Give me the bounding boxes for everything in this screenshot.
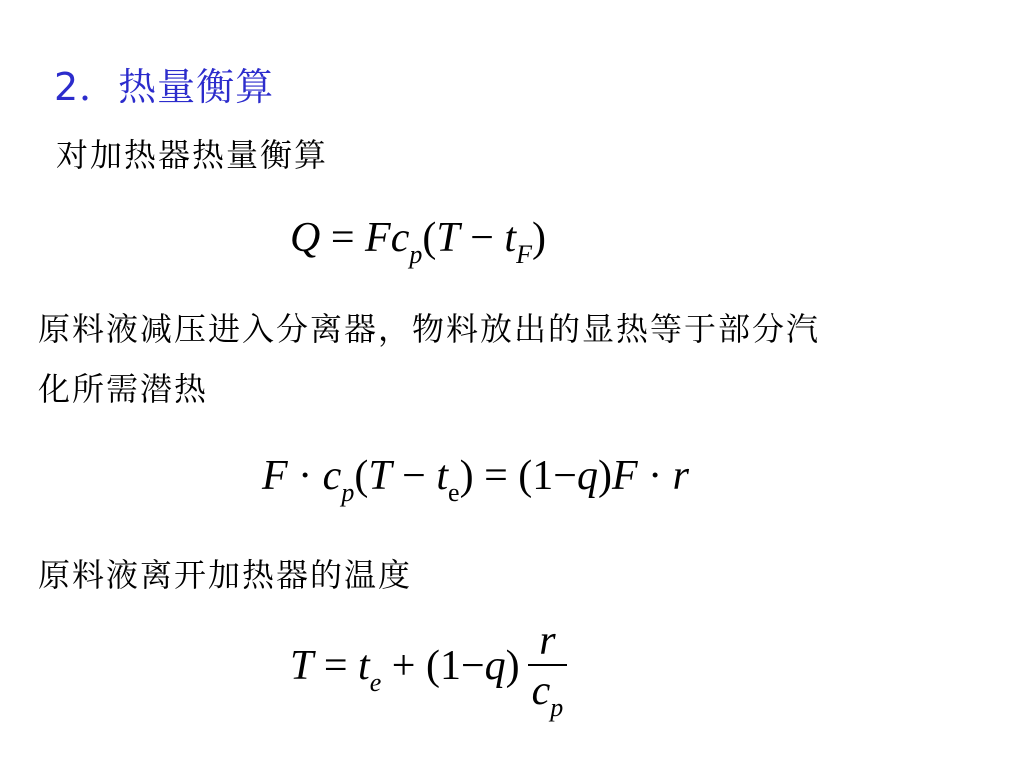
eq2-minus2: − [553, 453, 577, 499]
eq1-c: c [390, 215, 410, 261]
section-heading: 2．热量衡算 [54, 65, 275, 109]
eq3-sub-e: e [369, 668, 382, 698]
eq2-close2: ) [597, 453, 612, 499]
text-heater-balance: 对加热器热量衡算 [56, 136, 329, 174]
eq3-den-c: c [531, 668, 551, 714]
eq1-equals: = [320, 215, 366, 261]
text-flash-line1: 原料液减压进入分离器，物料放出的显热等于部分汽 [38, 310, 821, 348]
eq3-numerator: r [539, 618, 556, 664]
eq1-t: t [504, 215, 517, 261]
eq1-T: T [436, 215, 460, 261]
eq2-one: (1 [518, 453, 554, 499]
eq1-F: F [365, 215, 391, 261]
eq2-sub-p: p [341, 478, 355, 507]
eq3-close: ) [505, 643, 520, 690]
eq2-minus: − [391, 453, 437, 499]
eq1-minus: − [459, 215, 505, 261]
text-exit-temperature: 原料液离开加热器的温度 [38, 556, 413, 594]
eq3-den-sub-p: p [550, 693, 564, 722]
equation-heater-balance [290, 214, 546, 269]
eq2-T: T [368, 453, 392, 499]
eq2-F2: F [611, 453, 638, 499]
eq3-denominator [528, 666, 568, 721]
eq2-close-paren: ) [459, 453, 474, 499]
eq3-T: T [290, 643, 314, 690]
eq1-close-paren: ) [531, 215, 546, 261]
eq3-plus: + [381, 643, 426, 690]
eq2-dot2: · [637, 453, 673, 499]
eq1-sub-p: p [409, 240, 423, 269]
eq2-r: r [672, 453, 689, 499]
eq1-open-paren: ( [422, 215, 437, 261]
eq1-sub-F: F [516, 240, 532, 269]
eq3-t: t [358, 643, 370, 690]
eq3-minus: − [460, 643, 485, 690]
eq3-q: q [484, 643, 506, 690]
eq2-open-paren: ( [354, 453, 369, 499]
equation-flash-balance [262, 452, 689, 507]
eq2-c: c [322, 453, 342, 499]
equation-exit-temperature [290, 618, 567, 721]
eq2-F: F [262, 453, 288, 499]
eq3-equals: = [313, 643, 359, 690]
eq3-fraction [528, 618, 568, 721]
eq2-t: t [436, 453, 449, 499]
eq2-sub-e: e [448, 478, 460, 507]
eq1-Q: Q [290, 215, 321, 261]
eq2-dot: · [287, 453, 323, 499]
eq2-equals: = [473, 453, 519, 499]
text-flash-line2: 化所需潜热 [38, 370, 209, 408]
eq3-one: (1 [425, 643, 461, 690]
eq2-q: q [576, 453, 598, 499]
